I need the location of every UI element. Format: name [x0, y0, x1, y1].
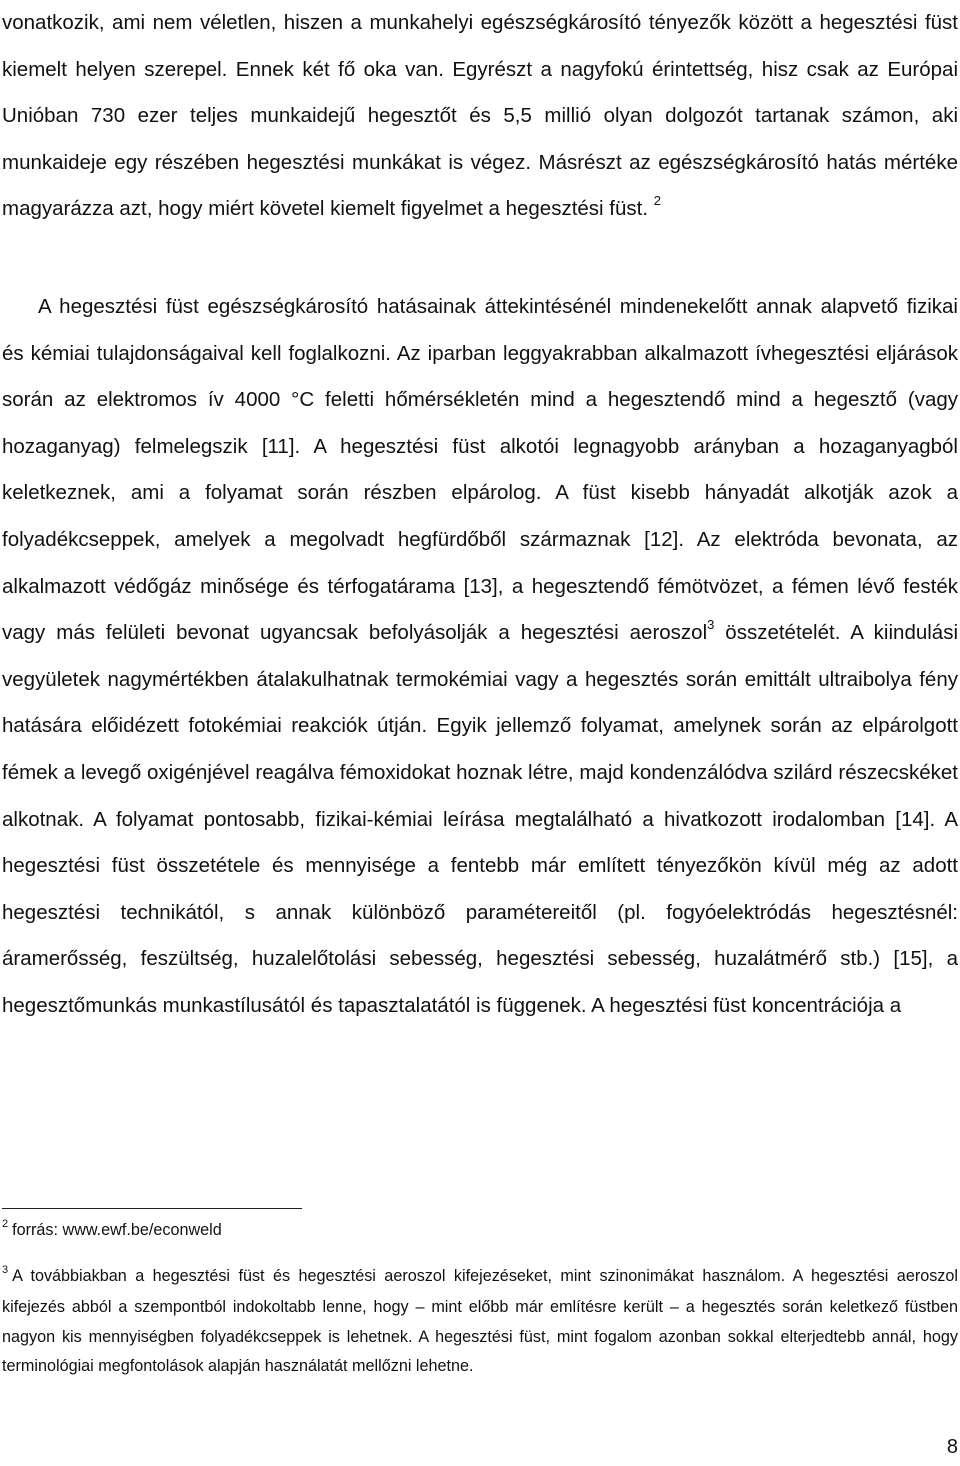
footnote-3: [2, 1262, 958, 1382]
paragraph-2-text-b: összetételét. A kiindulási vegyületek nagymértékben átalakulhatnak termokémiai vagy a hegesztés során emittált ultraibolya fény hatására előidézett fotokémiai reakciók útján. Egyik jellemző folyamat, amelynek során az elpárolgott fémek a levegő oxigénjével reagálva fémoxidokat hoznak létre, majd kondenzálódva szilárd részecskéket alkotnak. A folyamat pontosabb, fizikai-kémiai leírása megtalálható a hivatkozott irodalomban [14]. A hegesztési füst összetétele és mennyisége a fentebb már említett tényezőkön kívül még az adott hegesztési technikától, s annak különböző paramétereitől (pl. fogyóelektródás hegesztésnél: áramerősség, feszültség, huzalelőtolási sebesség, hegesztési sebesség, huzalátmérő stb.) [15], a hegesztőmunkás munkastílusától és tapasztalatától is függenek. A hegesztési füst koncentrációja a: [2, 621, 959, 1017]
paragraph-2: [2, 284, 958, 1030]
footnote-3-text: A továbbiakban a hegesztési füst és hegesztési aeroszol kifejezéseket, mint szinonimákat használom. A hegesztési aeroszol kifejezés abból a szempontból indokoltabb lenne, hogy – mint előbb már említésre került – a hegesztés során keletkező füstben nagyon kis mennyiségben folyadékcseppek is lehetnek. A hegesztési füst, mint fogalom azonban sokkal elterjedtebb annál, hogy terminológiai megfontolások alapján használatát mellőzni lehetne.: [2, 1266, 958, 1376]
footnote-reference-2: 2: [653, 193, 661, 209]
footnote-2-number: 2: [2, 1218, 9, 1230]
footnote-2: [2, 1216, 958, 1248]
footnote-reference-3: 3: [707, 617, 715, 633]
page-number: 8: [946, 1436, 958, 1458]
paragraph-1-text: vonatkozik, ami nem véletlen, hiszen a munkahelyi egészségkárosító tényezők között a hegesztési füst kiemelt helyen szerepel. Ennek két fő oka van. Egyrészt a nagyfokú érintettség, hisz csak az Európai Unióban 730 ezer teljes munkaidejű hegesztőt és 5,5 millió olyan dolgozót tartanak számon, aki munkaideje egy részében hegesztési munkákat is végez. Másrészt az egészségkárosító hatás mértéke magyarázza azt, hogy miért követel kiemelt figyelmet a hegesztési füst.: [2, 11, 958, 221]
paragraph-1: [2, 0, 958, 233]
paragraph-2-text-a: A hegesztési füst egészségkárosító hatásainak áttekintésénél mindenekelőtt annak alapvető fizikai és kémiai tulajdonságaival kell foglalkozni. Az iparban leggyakrabban alkalmazott ívhegesztési eljárások során az elektromos ív 4000 °C feletti hőmérsékletén mind a hegesztendő mind a hegesztő (vagy hozaganyag) felmelegszik [11]. A hegesztési füst alkotói legnagyobb arányban a hozaganyagból keletkeznek, ami a folyamat során részben elpárolog. A füst kisebb hányadát alkotják azok a folyadékcseppek, amelyek a megolvadt hegfürdőből származnak [12]. Az elektróda bevonata, az alkalmazott védőgáz minősége és térfogatárama [13], a hegesztendő fémötvözet, a fémen lévő festék vagy más felületi bevonat ugyancsak befolyásolják a hegesztési aeroszol: [2, 295, 958, 645]
footnote-3-number: 3: [2, 1263, 9, 1276]
footnote-2-text: forrás: www.ewf.be/econweld: [12, 1221, 222, 1239]
footnote-separator: [2, 1208, 302, 1209]
footnotes: [2, 1216, 958, 1382]
